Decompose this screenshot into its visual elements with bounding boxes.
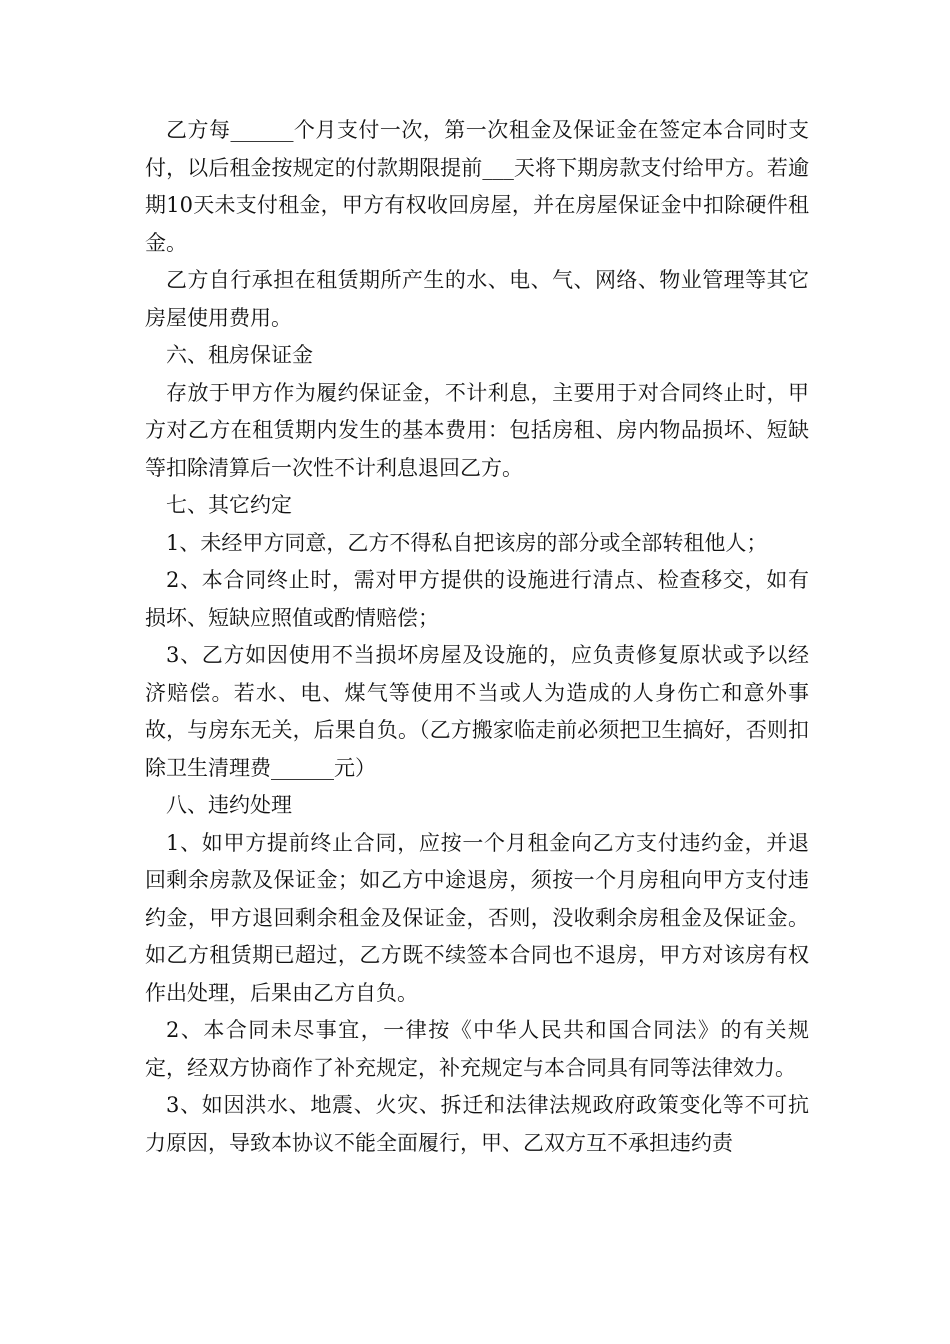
paragraph-no-sublet: 1、未经甲方同意，乙方不得私自把该房的部分或全部转租他人； bbox=[166, 530, 768, 555]
paragraph-utility-fees: 乙方自行承担在租赁期所产生的水、电、气、网络、物业管理等其它房屋使用费用。 bbox=[145, 268, 809, 330]
section-heading-breach: 八、违约处理 bbox=[166, 793, 292, 817]
paragraph-deposit: 存放于甲方作为履约保证金，不计利息，主要用于对合同终止时，甲方对乙方在租赁期内发生的基本费用：包括房租、房内物品损坏、短缺等扣除清算后一次性不计利息退回乙方。 bbox=[145, 380, 809, 480]
paragraph-supplementary: 2、本合同未尽事宜，一律按《中华人民共和国合同法》的有关规定，经双方协商作了补充规定，补充规定与本合同具有同等法律效力。 bbox=[145, 1018, 809, 1080]
section-heading-other-terms: 七、其它约定 bbox=[166, 493, 292, 517]
paragraph-early-termination: 1、如甲方提前终止合同，应按一个月租金向乙方支付违约金，并退回剩余房款及保证金；如乙方中途退房，须按一个月房租向甲方支付违约金，甲方退回剩余租金及保证金，否则，没收剩余房租金及保证金。如乙方租赁期已超过，乙方既不续签本合同也不退房，甲方对该房有权作出处理，后果由乙方自负。 bbox=[145, 830, 809, 1005]
paragraph-payment-terms: 乙方每______个月支付一次，第一次租金及保证金在签定本合同时支付，以后租金按规定的付款期限提前___天将下期房款支付给甲方。若逾期10天未支付租金，甲方有权收回房屋，并在房屋保证金中扣除硬件租金。 bbox=[145, 118, 809, 255]
section-heading-deposit: 六、租房保证金 bbox=[166, 343, 313, 367]
document-page bbox=[145, 112, 809, 1162]
paragraph-handover: 2、本合同终止时，需对甲方提供的设施进行清点、检查移交，如有损坏、短缺应照值或酌情赔偿； bbox=[145, 568, 809, 630]
paragraph-force-majeure: 3、如因洪水、地震、火灾、拆迁和法律法规政府政策变化等不可抗力原因，导致本协议不能全面履行，甲、乙双方互不承担违约责 bbox=[145, 1093, 809, 1155]
paragraph-damage-liability: 3、乙方如因使用不当损坏房屋及设施的，应负责修复原状或予以经济赔偿。若水、电、煤气等使用不当或人为造成的人身伤亡和意外事故，与房东无关，后果自负。（乙方搬家临走前必须把卫生搞好，否则扣除卫生清理费______元） bbox=[145, 643, 809, 780]
